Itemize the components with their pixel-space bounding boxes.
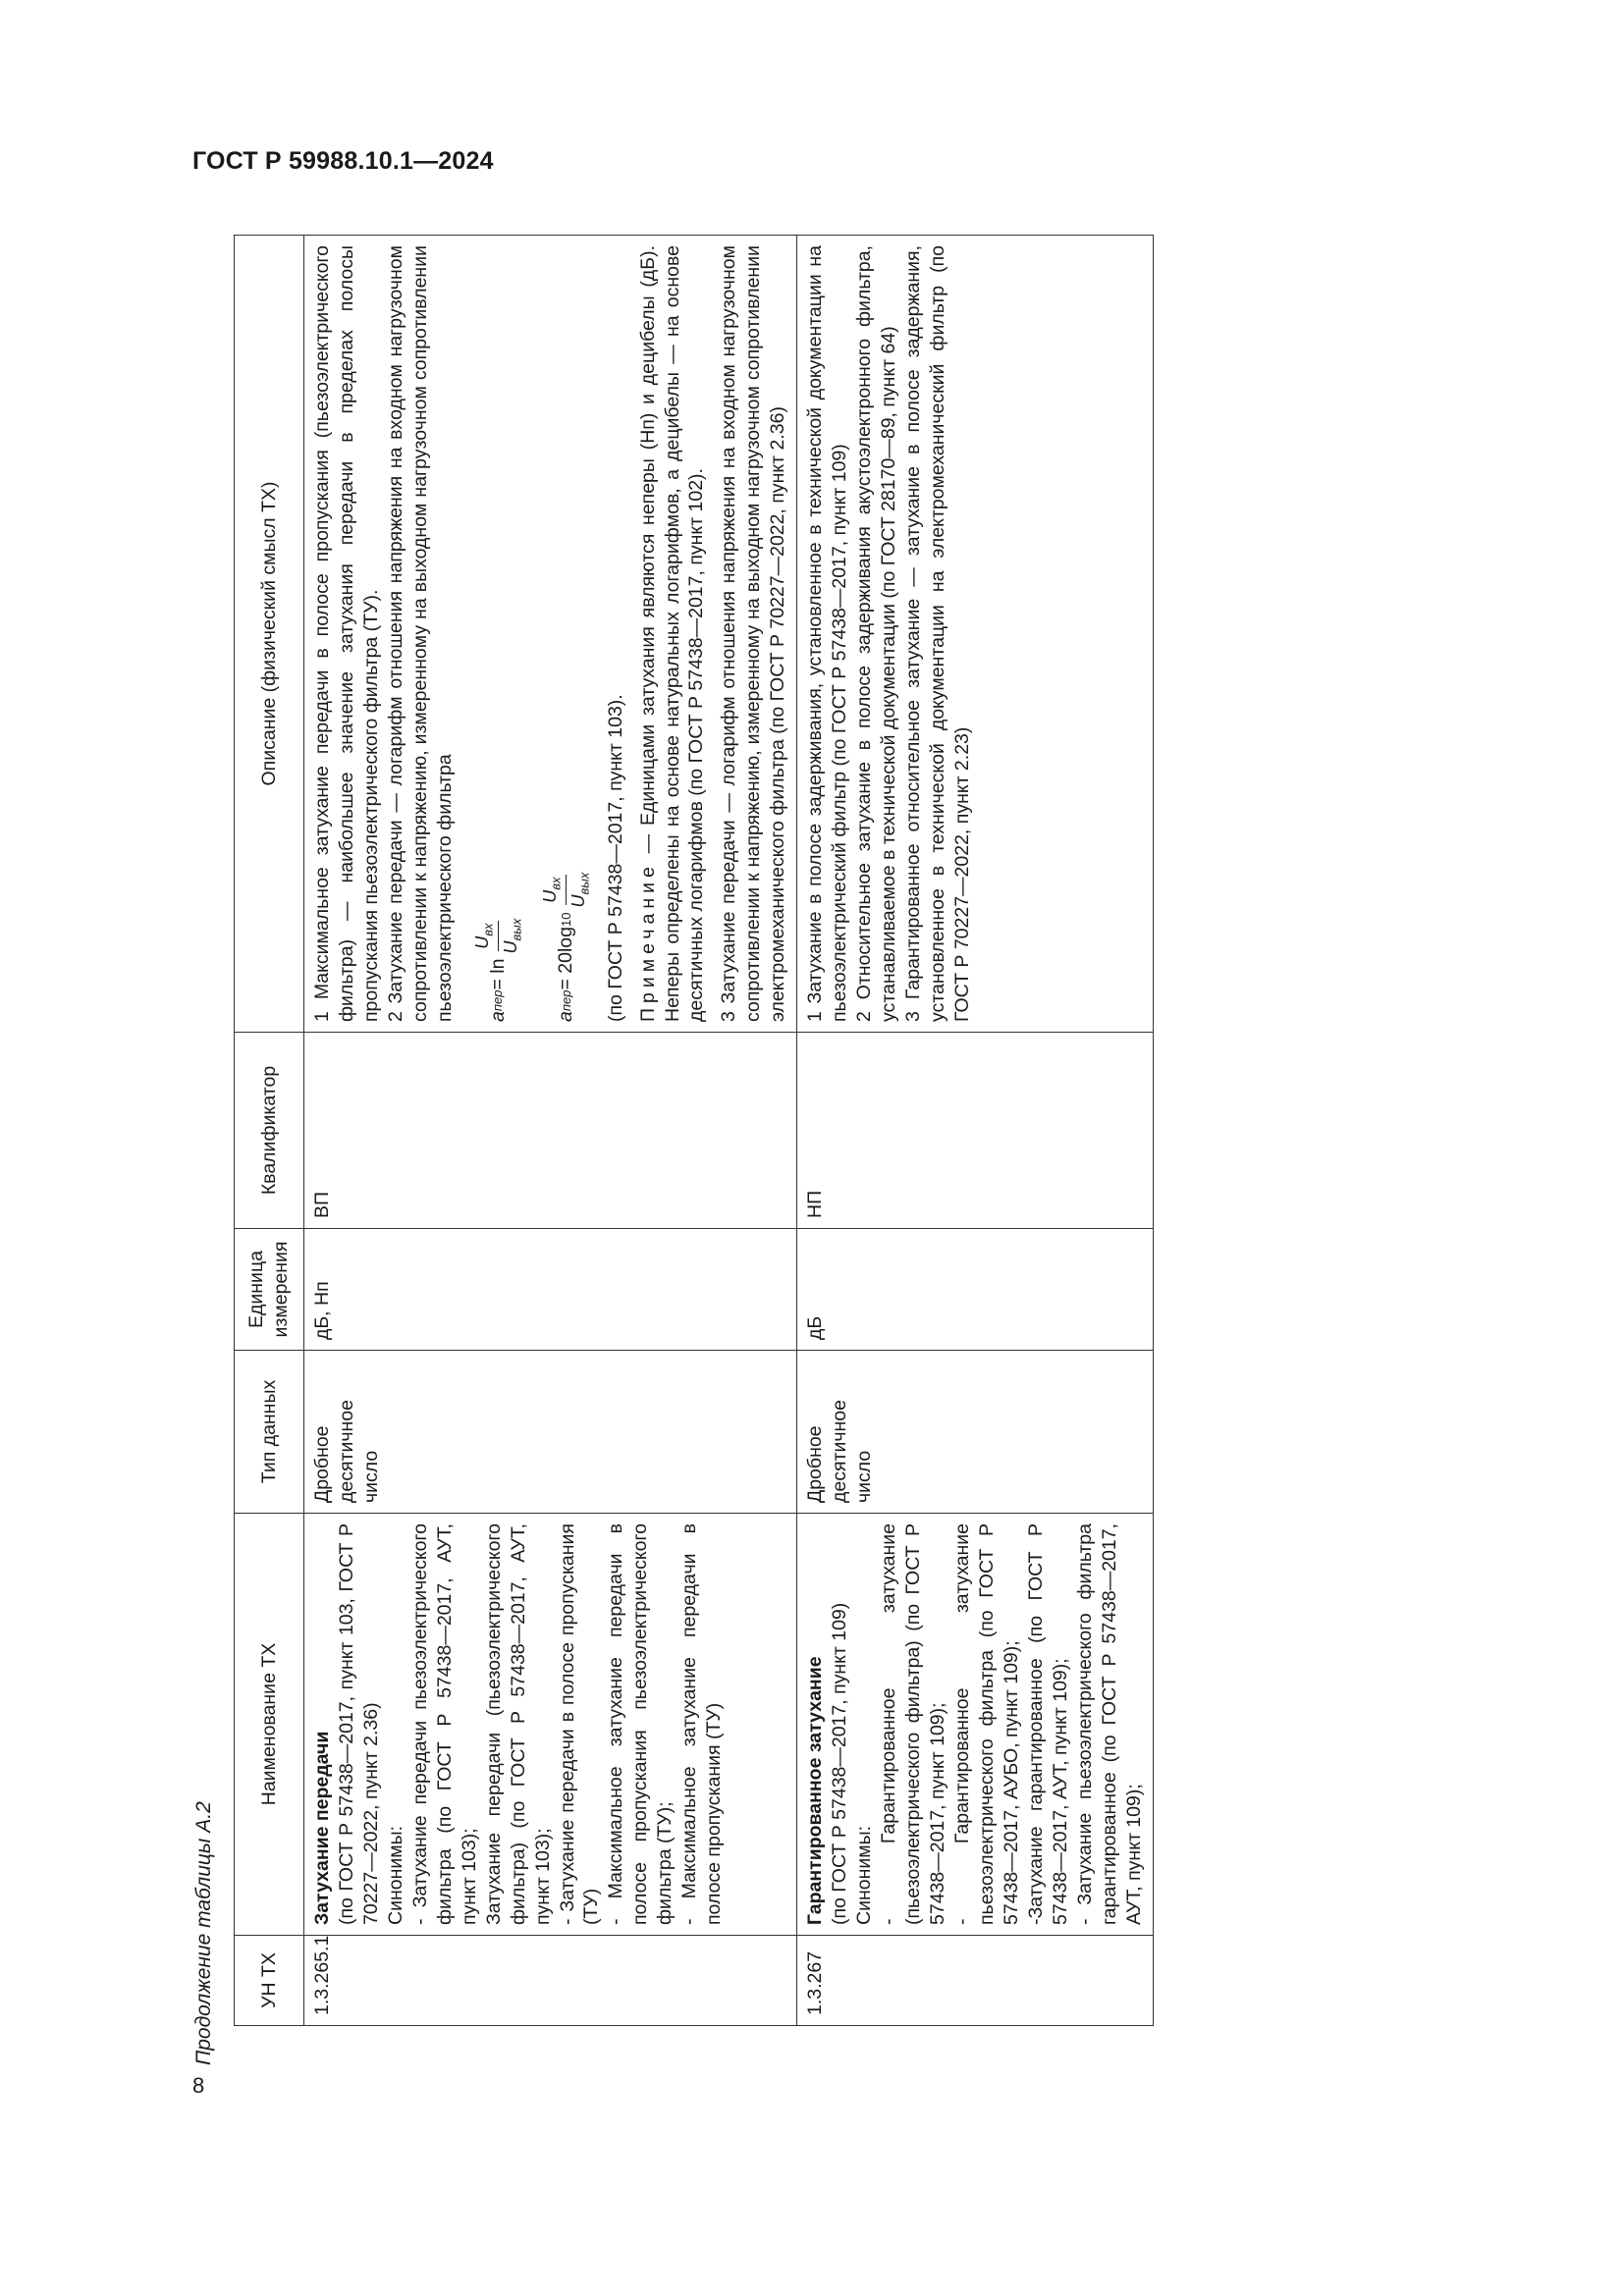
row-qualifier: НП bbox=[797, 1033, 1153, 1229]
desc-paragraph: 2 Затухание передачи — логарифм отношения напряжения на входном нагрузочном сопротивлении к напряжению, измеренному на выходном нагрузочном сопротивлении пьезоэлектрического фильтра bbox=[384, 245, 456, 1022]
name-line: Синонимы: bbox=[384, 1825, 406, 1925]
name-line: (по ГОСТ Р 57438—2017, пункт 109) bbox=[829, 1602, 851, 1925]
desc-paragraph: 3 Затухание передачи — логарифм отношения напряжения на входном нагрузочном сопротивлении к напряжению, измеренному на выходном нагрузочном сопротивлении электромеханического фильтра (по ГОСТ Р 70227—2022, пункт 2.36) bbox=[718, 245, 789, 1022]
col-header-id: УН ТХ bbox=[235, 1936, 304, 2026]
name-line: - Гарантированное затухание пьезоэлектрического фильтра (по ГОСТ Р 57438—2017, АУБО, пункт 109); bbox=[950, 1523, 1022, 1925]
col-header-name: Наименование ТХ bbox=[235, 1514, 304, 1936]
row-description bbox=[304, 236, 797, 1033]
row-data-type: Дробное десятичное число bbox=[304, 1351, 797, 1514]
name-title: Затухание передачи bbox=[311, 1731, 333, 1925]
note-label: Примечание bbox=[636, 862, 659, 1022]
desc-paragraph: 3 Гарантированное относительное затухание — затухание в полосе задержания, установленное в технической документации на электромеханический фильтр (по ГОСТ Р 70227—2022, пункт 2.23) bbox=[902, 245, 973, 1022]
name-line: (по ГОСТ Р 57438—2017, пункт 103, ГОСТ Р 70227—2022, пункт 2.36) bbox=[335, 1523, 382, 1925]
row-unit: дБ, Нп bbox=[304, 1229, 797, 1351]
row-name bbox=[797, 1514, 1153, 1936]
name-line: - Максимальное затухание передачи в полосе пропускания пьезоэлектрического фильтра (ТУ); bbox=[605, 1523, 677, 1925]
row-unit: дБ bbox=[797, 1229, 1153, 1351]
fraction: $U_{вх}$ $U_{вых}$ bbox=[471, 918, 524, 954]
table-header-row bbox=[235, 236, 304, 2026]
row-id: 1.3.267 bbox=[797, 1936, 1153, 2026]
characteristics-table bbox=[234, 235, 1154, 2026]
desc-paragraph: 2 Относительное затухание в полосе задерживания акустоэлектронного фильтра, устанавливаемое в технической документации (по ГОСТ 28170—89, пункт 64) bbox=[853, 245, 900, 1022]
desc-paragraph: 1 Максимальное затухание передачи в полосе пропускания (пьезоэлектрического фильтра) — наибольшее значение затухания передачи в пределах полосы пропускания пьезоэлектрического фильтра (ТУ). bbox=[311, 245, 382, 1022]
name-line: - Затухание передачи пьезоэлектрического фильтра (по ГОСТ Р 57438—2017, АУТ, пункт 103); bbox=[408, 1523, 480, 1925]
table-caption: Продолжение таблицы А.2 bbox=[192, 1801, 215, 2065]
name-line: - Гарантированное затухание (пьезоэлектрического фильтра) (по ГОСТ Р 57438—2017, пункт 109); bbox=[878, 1523, 949, 1925]
table-row bbox=[304, 236, 797, 2026]
col-header-unit: Единица измерения bbox=[235, 1229, 304, 1351]
name-line: - Затухание пьезоэлектрического фильтра гарантированное (по ГОСТ Р 57438—2017, АУТ, пункт 109); bbox=[1073, 1523, 1145, 1925]
note-text: — Единицами затухания являются неперы (Нп) и децибелы (дБ). Неперы определены на основе натуральных логарифмов, а децибелы — на основе десятичных логарифмов (по ГОСТ Р 57438—2017, пункт 102). bbox=[636, 245, 708, 1022]
col-header-data-type: Тип данных bbox=[235, 1351, 304, 1514]
name-line: Синонимы: bbox=[853, 1825, 876, 1925]
formula-natural-log: a пер = ln $U_{вх}$ $U_{вых}$ bbox=[471, 918, 524, 1022]
col-header-qualifier: Квалификатор bbox=[235, 1033, 304, 1229]
name-line: - Максимальное затухание передачи в полосе пропускания (ТУ) bbox=[678, 1523, 726, 1925]
fraction: $U_{вх}$ $U_{вых}$ bbox=[540, 872, 592, 908]
name-line: Затухание передачи (пьезоэлектрического фильтра) (по ГОСТ Р 57438—2017, АУТ, пункт 103); bbox=[482, 1523, 554, 1925]
table-row bbox=[797, 236, 1153, 2026]
formula-decimal-log: a пер = 20log 10 $U_{вх}$ $U_{вых}$ bbox=[540, 872, 592, 1022]
name-line: -Затухание гарантированное (по ГОСТ Р 57438—2017, АУТ, пункт 109); bbox=[1024, 1523, 1071, 1925]
name-line: - Затухание передачи в полосе пропускания (ТУ) bbox=[556, 1523, 603, 1925]
page-number: 8 bbox=[192, 2073, 205, 2098]
row-data-type: Дробное десятичное число bbox=[797, 1351, 1153, 1514]
desc-reference: (по ГОСТ Р 57438—2017, пункт 103). bbox=[604, 694, 626, 1022]
row-description bbox=[797, 236, 1153, 1033]
desc-paragraph: 1 Затухание в полосе задерживания, установленное в технической документации на пьезоэлектрический фильтр (по ГОСТ Р 57438—2017, пункт 109) bbox=[804, 245, 851, 1022]
document-title: ГОСТ Р 59988.10.1—2024 bbox=[192, 147, 494, 175]
rotated-table-block bbox=[192, 236, 1489, 2065]
col-header-description: Описание (физический смысл ТХ) bbox=[235, 236, 304, 1033]
name-title: Гарантированное затухание bbox=[804, 1656, 827, 1925]
desc-note bbox=[636, 245, 710, 1022]
row-qualifier: ВП bbox=[304, 1033, 797, 1229]
row-name bbox=[304, 1514, 797, 1936]
row-id: 1.3.265.1 bbox=[304, 1936, 797, 2026]
